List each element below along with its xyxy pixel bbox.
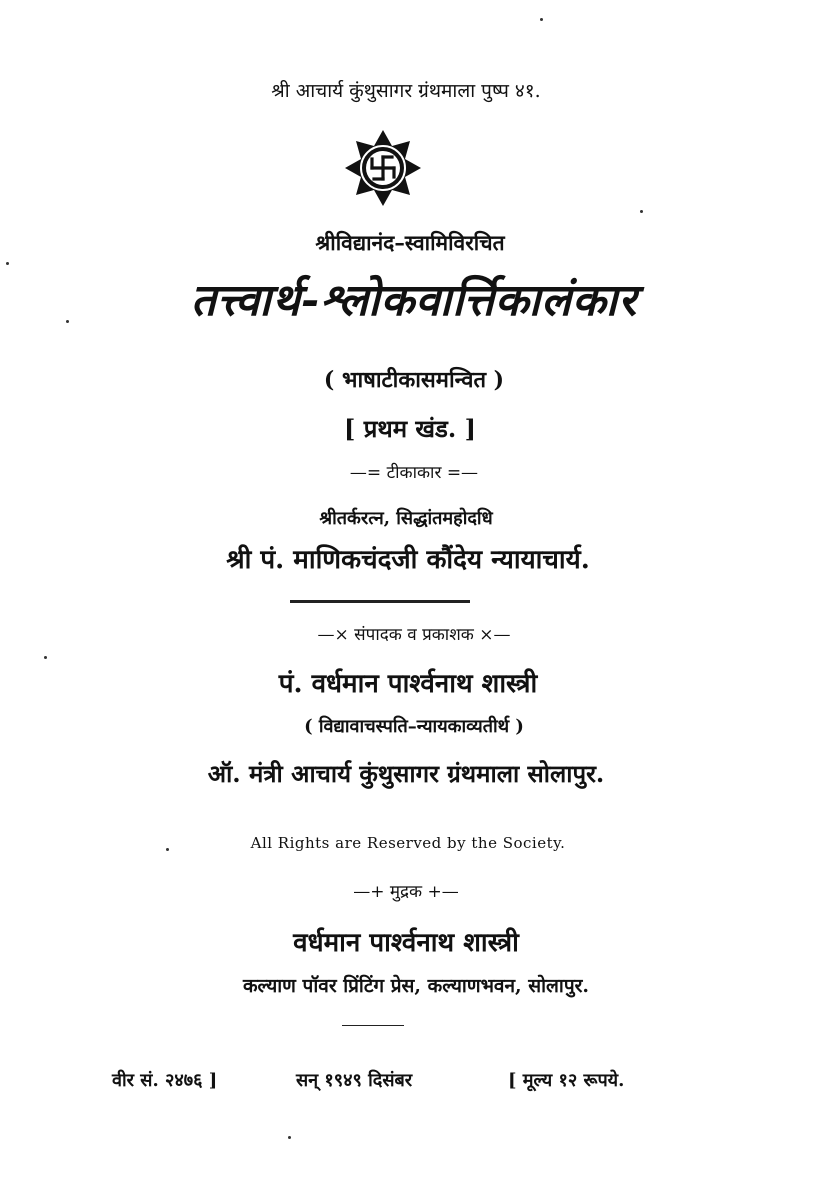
swastika-emblem-icon [343,128,423,208]
press-address: कल्याण पॉवर प्रिंटिंग प्रेस, कल्याणभवन, सोलापुर. [242,975,590,997]
commentator-heading: —= टीकाकार =— [349,463,479,483]
divider [290,600,470,603]
editor-heading: —× संपादक व प्रकाशक ×— [317,625,511,645]
print-speck [44,656,47,659]
publication-year: सन् १९४९ दिसंबर [296,1070,413,1091]
rights-notice: All Rights are Reserved by the Society. [250,834,566,852]
vir-samvat: वीर सं. २४७६ ] [112,1070,218,1091]
print-speck [640,210,643,213]
series-heading: श्री आचार्य कुंथुसागर ग्रंथमाला पुष्प ४१. [271,80,541,102]
editor-post: ऑ. मंत्री आचार्य कुंथुसागर ग्रंथमाला सोलापुर. [207,759,605,788]
printer-heading: —+ मुद्रक +— [353,882,459,902]
print-speck [288,1136,291,1139]
print-speck [66,320,69,323]
print-speck [540,18,543,21]
editor-titles: ( विद्यावाचस्पति–न्यायकाव्यतीर्थ ) [304,716,524,737]
book-subtitle: ( भाषाटीकासमन्वित ) [323,367,505,393]
author-line: श्रीविद्यानंद–स्वामिविरचित [315,230,505,255]
commentator-titles: श्रीतर्करत्न, सिद्धांतमहोदधि [319,508,493,529]
print-speck [166,848,169,851]
commentator-name: श्री पं. माणिकचंदजी कौंदेय न्यायाचार्य. [226,545,590,575]
divider [342,1025,404,1026]
printer-name: वर्धमान पार्श्वनाथ शास्त्री [293,928,519,958]
book-title: तत्त्वार्थ-श्लोकवार्त्तिकालंकार [190,275,638,326]
volume-label: [ प्रथम खंड. ] [344,414,476,443]
print-speck [6,262,9,265]
price: [ मूल्य १२ रूपये. [508,1070,625,1091]
editor-name: पं. वर्धमान पार्श्वनाथ शास्त्री [278,669,538,699]
